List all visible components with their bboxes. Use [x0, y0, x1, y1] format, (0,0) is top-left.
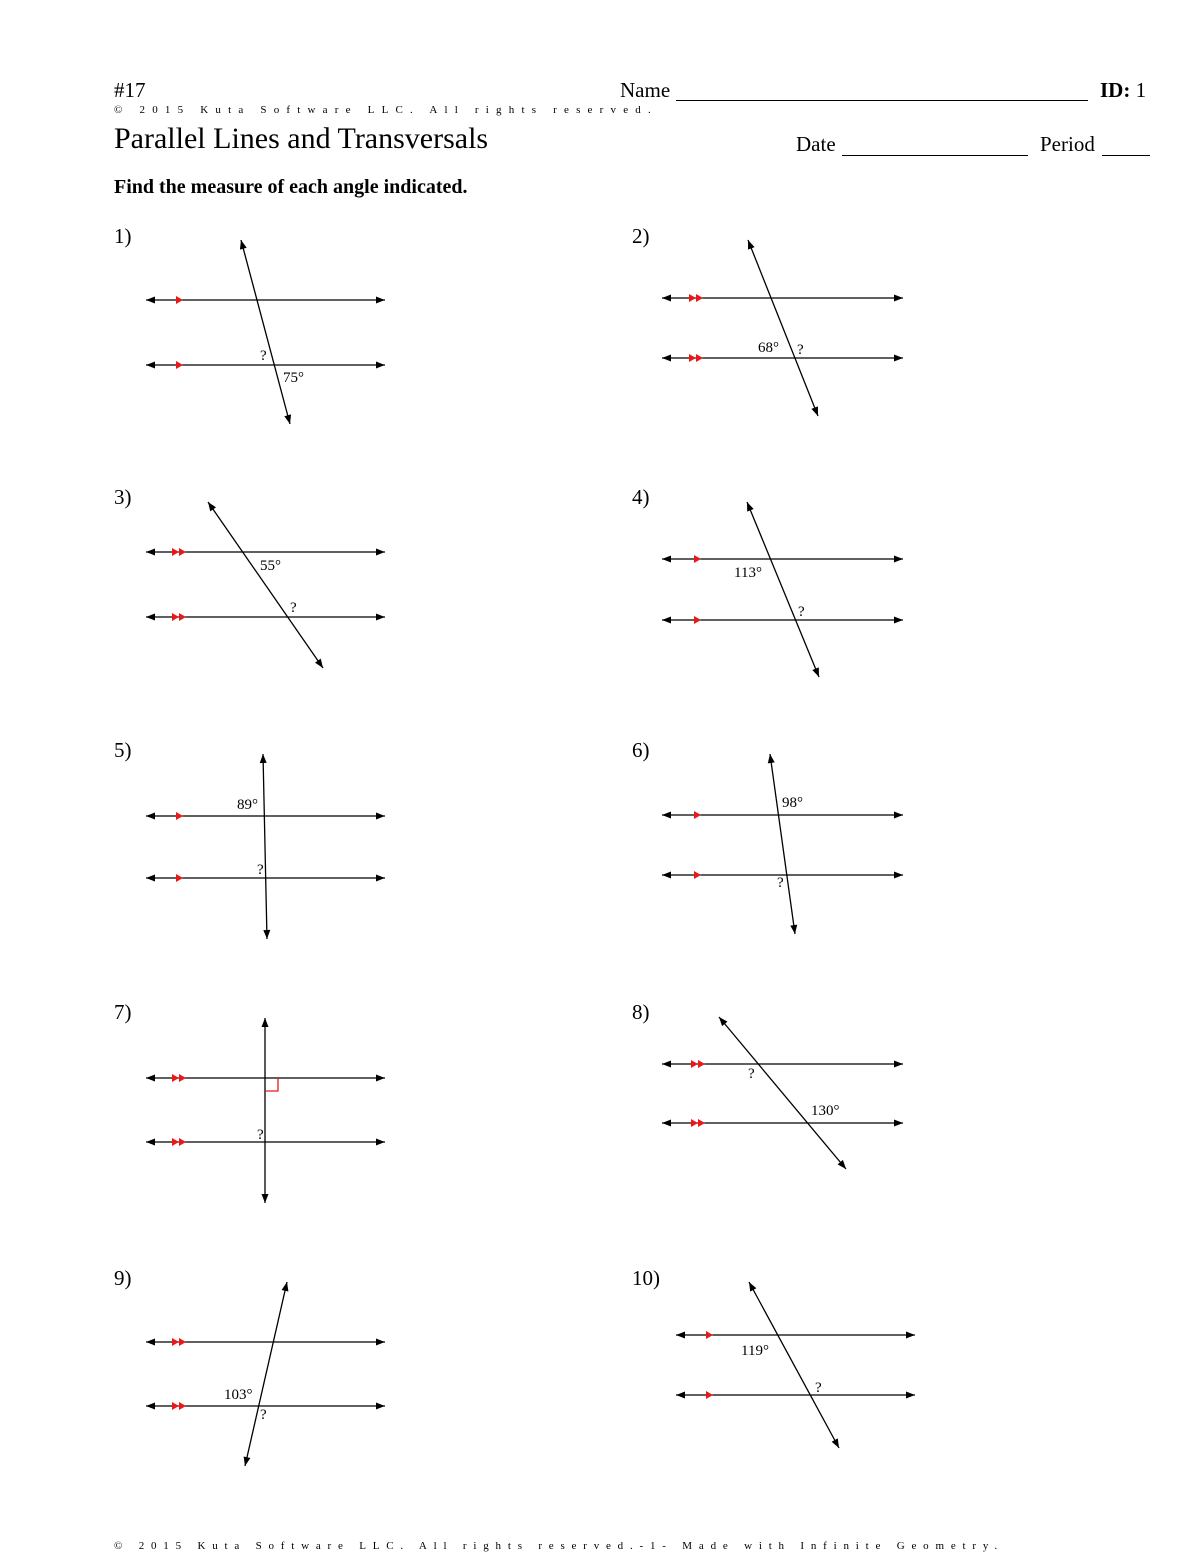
problem-8-unknown-angle-label: ?	[748, 1066, 755, 1082]
problem-3-number: 3)	[114, 485, 132, 509]
problem-10-parallel-line-bottom-arrow-end	[906, 1392, 915, 1399]
problem-10-transversal	[749, 1282, 839, 1448]
problem-10-transversal-arrow-start	[749, 1282, 756, 1292]
problem-5-given-angle-label: 89°	[237, 797, 258, 813]
problem-10-number: 10)	[632, 1266, 660, 1290]
id-value: 1	[1135, 78, 1147, 102]
problem-10-parallel-line-bottom-arrow-start	[676, 1392, 685, 1399]
problem-10-unknown-angle-label: ?	[815, 1380, 822, 1396]
id-label: ID:	[1100, 78, 1131, 102]
problem-9-unknown-angle-label: ?	[260, 1407, 267, 1423]
copyright-header: © 2015 Kuta Software LLC. All rights reserved.	[114, 104, 658, 116]
problem-5-unknown-angle-label: ?	[257, 862, 264, 878]
problem-4-number: 4)	[632, 485, 650, 509]
problem-9-given-angle-label: 103°	[224, 1387, 253, 1403]
problem-4-given-angle-label: 113°	[734, 565, 762, 581]
problem-7-number: 7)	[114, 1000, 132, 1024]
problem-9-number: 9)	[114, 1266, 132, 1290]
problem-6-given-angle-label: 98°	[782, 795, 803, 811]
problem-4-unknown-angle-label: ?	[798, 604, 805, 620]
problem-10-transversal-arrow-end	[832, 1438, 839, 1448]
problem-1-given-angle-label: 75°	[283, 370, 304, 386]
problem-7-unknown-angle-label: ?	[257, 1127, 264, 1143]
footer-copyright: © 2015 Kuta Software LLC. All rights reserved.-1- Made with Infinite Geometry.	[114, 1540, 1004, 1552]
problem-2-number: 2)	[632, 224, 650, 248]
problem-10-parallel-line-top-arrow-end	[906, 1332, 915, 1339]
problem-10-parallel-mark-bottom	[706, 1391, 713, 1399]
problem-3-unknown-angle-label: ?	[290, 600, 297, 616]
problem-1-number: 1)	[114, 224, 132, 248]
problem-8-number: 8)	[632, 1000, 650, 1024]
name-label: Name	[620, 78, 671, 102]
date-label: Date	[796, 132, 836, 156]
problem-6-unknown-angle-label: ?	[777, 875, 784, 891]
problem-2-given-angle-label: 68°	[758, 340, 779, 356]
problem-2-unknown-angle-label: ?	[797, 342, 804, 358]
problem-3-given-angle-label: 55°	[260, 558, 281, 574]
problem-10-given-angle-label: 119°	[741, 1343, 769, 1359]
problem-8-given-angle-label: 130°	[811, 1103, 840, 1119]
problem-10-parallel-mark-top	[706, 1331, 713, 1339]
problem-5-number: 5)	[114, 738, 132, 762]
problem-10-parallel-line-top-arrow-start	[676, 1332, 685, 1339]
page-title: Parallel Lines and Transversals	[114, 122, 489, 155]
worksheet-number: #17	[114, 78, 146, 102]
problem-1-unknown-angle-label: ?	[260, 348, 267, 364]
problem-6-number: 6)	[632, 738, 650, 762]
instructions: Find the measure of each angle indicated.	[114, 176, 468, 198]
period-label: Period	[1040, 132, 1095, 156]
